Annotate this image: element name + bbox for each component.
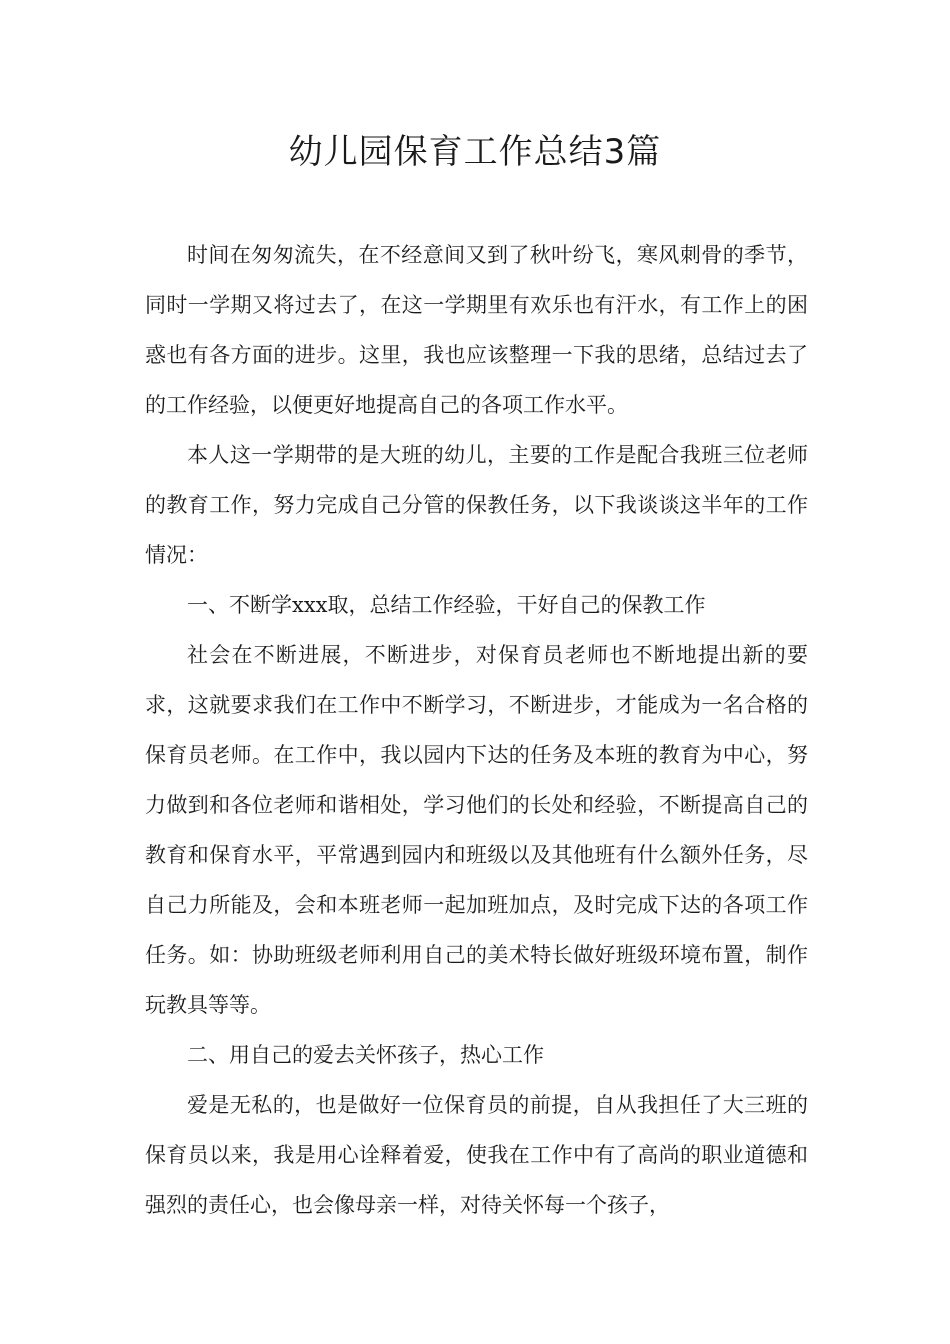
section-heading-2: 二、用自己的爱去关怀孩子，热心工作 [187, 1043, 544, 1067]
paragraph-section-1: 社会在不断进展，不断进步，对保育员老师也不断地提出新的要求，这就要求我们在工作中不断学习，不断进步，才能成为一名合格的保育员老师。在工作中，我以园内下达的任务及本班的教育为中心，努力做到和各位老师和谐相处，学习他们的长处和经验，不断提高自己的教育和保育水平，平常遇到园内和班级以及其他班有什么额外任务，尽自己力所能及，会和本班老师一起加班加点，及时完成下达的各项工作任务。如：协助班级老师利用自己的美术特长做好班级环境布置，制作玩教具等等。 [145, 643, 808, 1017]
paragraph-intro: 时间在匆匆流失，在不经意间又到了秋叶纷飞，寒风刺骨的季节，同时一学期又将过去了，在这一学期里有欢乐也有汗水，有工作上的困惑也有各方面的进步。这里，我也应该整理一下我的思绪，总结过去了的工作经验，以便更好地提高自己的各项工作水平。 [145, 243, 808, 417]
paragraph-section-2: 爱是无私的，也是做好一位保育员的前提，自从我担任了大三班的保育员以来，我是用心诠释着爱，使我在工作中有了高尚的职业道德和强烈的责任心，也会像母亲一样，对待关怀每一个孩子， [145, 1093, 808, 1217]
section-heading-1: 一、不断学xxx取，总结工作经验，干好自己的保教工作 [187, 593, 706, 617]
paragraph-overview: 本人这一学期带的是大班的幼儿，主要的工作是配合我班三位老师的教育工作，努力完成自己分管的保教任务，以下我谈谈这半年的工作情况： [145, 443, 808, 567]
document-body [145, 230, 808, 1230]
document-title: 幼儿园保育工作总结3篇 [288, 132, 662, 172]
